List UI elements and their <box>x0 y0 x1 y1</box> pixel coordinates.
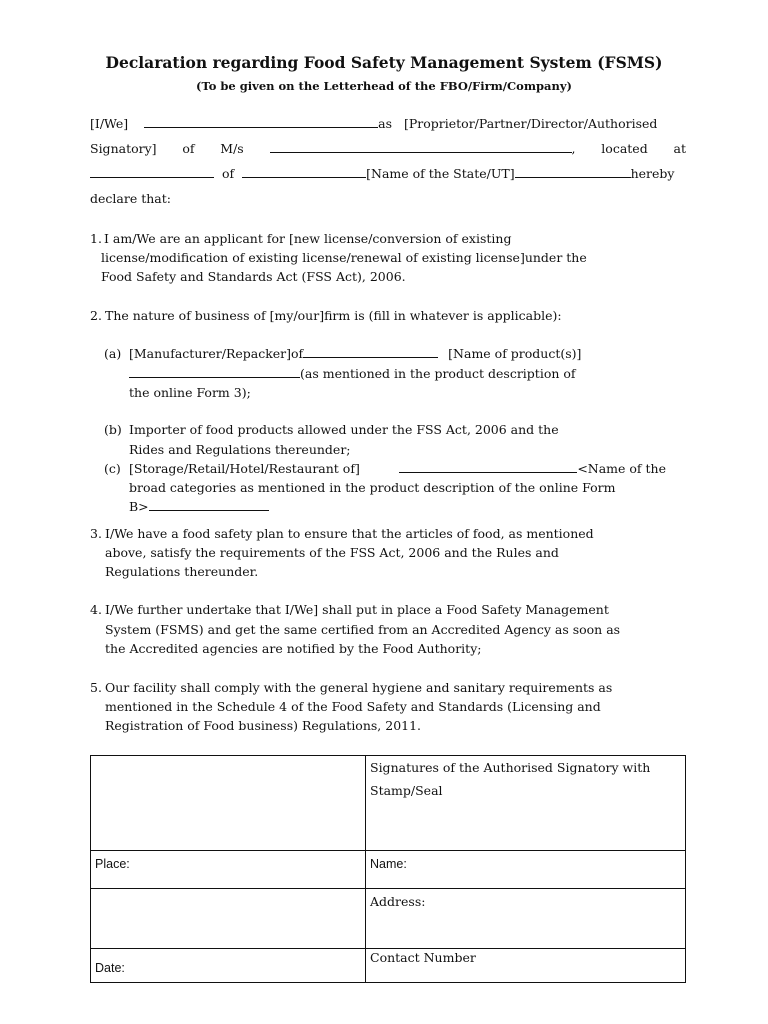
city-blank <box>242 166 366 178</box>
intro-line-3 <box>90 166 686 182</box>
intro-located: located <box>601 141 648 156</box>
page-subtitle: (To be given on the Letterhead of the FBO/Firm/Company) <box>196 79 572 93</box>
address-left-cell <box>91 889 366 949</box>
item-3-line-1: I/We have a food safety plan to ensure that the articles of food, as mentioned <box>105 526 594 541</box>
address-cell <box>366 889 686 949</box>
page-title: Declaration regarding Food Safety Management System (FSMS) <box>105 53 663 72</box>
item-4-line-2: System (FSMS) and get the same certified from an Accredited Agency as soon as <box>105 622 621 637</box>
item-1-line-1: I am/We are an applicant for [new license/conversion of existing <box>104 231 512 246</box>
sub-item-a-label: (a) <box>104 346 122 361</box>
intro-line-2 <box>90 141 686 157</box>
signature-table <box>90 755 686 983</box>
place-cell <box>91 851 366 889</box>
intro-at: at <box>673 141 686 156</box>
item-4-line-3: the Accredited agencies are notified by the Food Authority; <box>105 641 482 656</box>
state-blank <box>515 166 631 178</box>
sub-item-a-line-1: [Manufacturer/Repacker]of [Name of product(s)] <box>129 346 582 361</box>
firm-name-blank <box>270 141 572 153</box>
place-label: Place: <box>95 857 130 871</box>
signatures-label: Signatures of the Authorised Signatory with Stamp/Seal <box>370 760 651 798</box>
signatures-cell <box>366 756 686 851</box>
item-1-line-3: Food Safety and Standards Act (FSS Act), 2006. <box>101 269 406 284</box>
intro-iwe: [I/We] <box>90 116 129 131</box>
date-label: Date: <box>95 961 125 975</box>
sub-item-c-line-3: B> <box>129 499 269 515</box>
product-detail-blank <box>129 366 300 378</box>
item-1-number: 1. <box>90 231 102 246</box>
date-cell <box>91 949 366 983</box>
intro-of-2: of <box>221 166 235 181</box>
sub-item-a-line-3: the online Form 3); <box>129 385 251 400</box>
intro-ms: M/s <box>220 141 244 156</box>
sub-item-c-line-2: broad categories as mentioned in the product description of the online Form <box>129 480 616 495</box>
name-blank <box>144 116 378 128</box>
item-2-number: 2. <box>90 308 102 323</box>
item-2-line-1: The nature of business of [my/our]firm is (fill in whatever is applicable): <box>105 308 562 323</box>
item-5-line-2: mentioned in the Schedule 4 of the Food Safety and Standards (Licensing and <box>105 699 601 714</box>
sub-item-c-line-1: [Storage/Retail/Hotel/Restaurant of] <Name of the <box>129 461 666 476</box>
intro-as: as <box>378 116 392 131</box>
intro-state: [Name of the State/UT] <box>366 166 515 181</box>
item-5-line-1: Our facility shall comply with the general hygiene and sanitary requirements as <box>105 680 613 695</box>
product-blank <box>303 346 438 358</box>
item-4-number: 4. <box>90 602 102 617</box>
item-4-line-1: I/We further undertake that I/We] shall put in place a Food Safety Management <box>105 602 609 617</box>
intro-of: of <box>182 141 195 156</box>
contact-cell <box>366 949 686 983</box>
item-3-line-2: above, satisfy the requirements of the FSS Act, 2006 and the Rules and <box>105 545 559 560</box>
name-cell <box>366 851 686 889</box>
item-5-line-3: Registration of Food business) Regulations, 2011. <box>105 718 422 733</box>
item-5-number: 5. <box>90 680 102 695</box>
sub-item-b-label: (b) <box>104 422 122 437</box>
contact-label: Contact Number <box>370 950 476 965</box>
intro-line-4: declare that: <box>90 191 171 206</box>
form-b-blank <box>149 499 269 511</box>
intro-roles: [Proprietor/Partner/Director/Authorised <box>403 116 658 131</box>
sub-item-a-line-2: (as mentioned in the product description of <box>129 366 576 382</box>
intro-signatory: Signatory] <box>90 141 157 156</box>
category-blank <box>399 461 577 473</box>
intro-line-1 <box>90 116 686 132</box>
sub-item-c-label: (c) <box>104 461 121 476</box>
signature-left-cell <box>91 756 366 851</box>
name-label: Name: <box>370 857 407 871</box>
address-blank <box>90 166 214 178</box>
item-3-line-3: Regulations thereunder. <box>105 564 259 579</box>
sub-item-b-line-1: Importer of food products allowed under the FSS Act, 2006 and the <box>129 422 559 437</box>
item-1-line-2: license/modification of existing license/renewal of existing license]under the <box>101 250 587 265</box>
intro-hereby: hereby <box>630 166 675 181</box>
item-3-number: 3. <box>90 526 102 541</box>
sub-item-b-line-2: Rides and Regulations thereunder; <box>129 442 351 457</box>
intro-comma: , <box>571 141 576 156</box>
address-label: Address: <box>370 894 426 909</box>
